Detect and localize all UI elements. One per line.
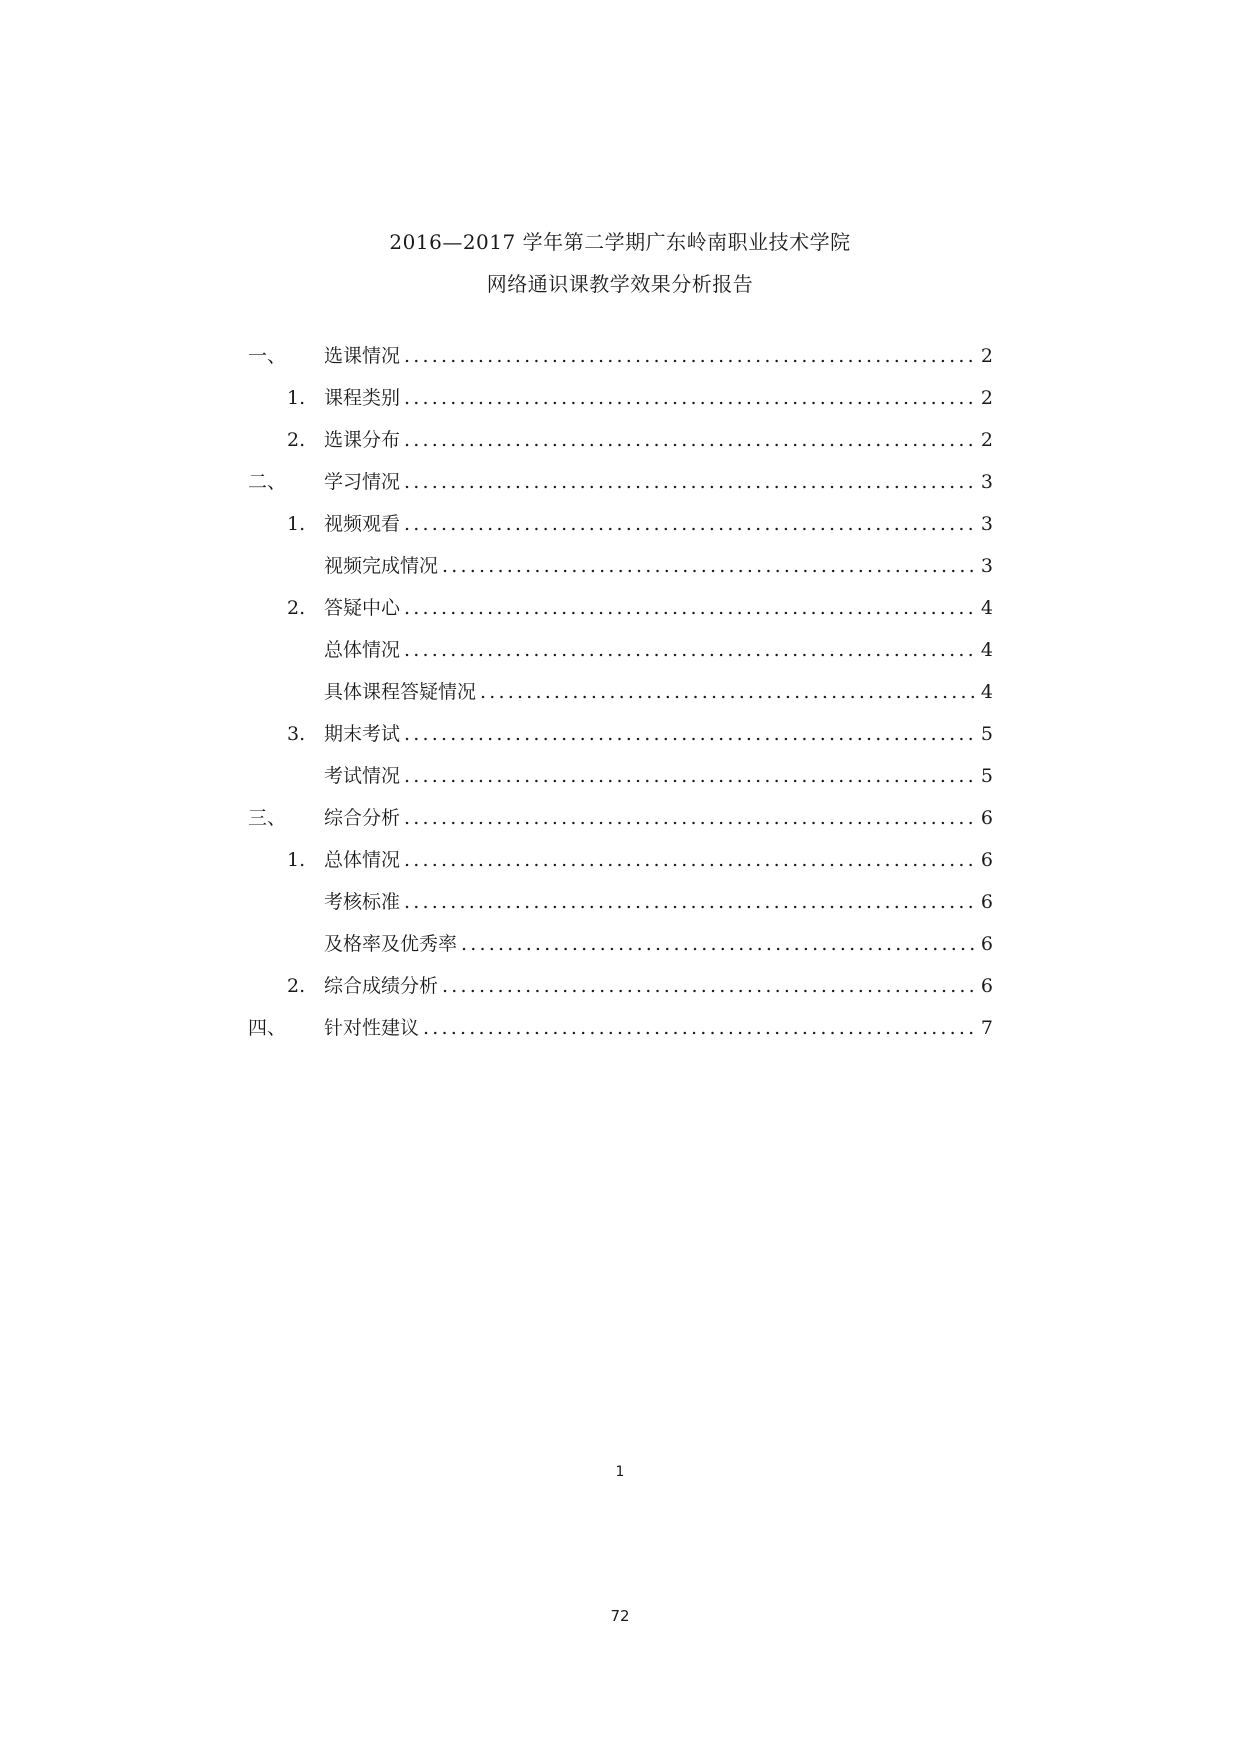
- toc-entry[interactable]: [248, 461, 993, 503]
- inner-page-number: 1: [615, 1464, 625, 1480]
- toc-entry-page: 6: [980, 807, 993, 829]
- toc-entry-page: 3: [980, 555, 993, 577]
- toc-entry-page: 6: [980, 891, 993, 913]
- toc-entry[interactable]: [248, 713, 993, 755]
- toc-entry-page: 4: [980, 597, 993, 619]
- toc-entry-number: 1.: [287, 849, 306, 871]
- toc-dot-leader: [480, 671, 977, 713]
- toc-entry-page: 3: [980, 513, 993, 535]
- report-title-line-1: 2016—2017 学年第二学期广东岭南职业技术学院: [389, 230, 851, 254]
- toc-dot-leader: [404, 587, 977, 629]
- toc-entry-line: [324, 335, 993, 377]
- toc-entry-title: 具体课程答疑情况: [324, 681, 477, 703]
- toc-entry-page: 2: [980, 387, 993, 409]
- toc-entry-line: [324, 419, 993, 461]
- toc-entry-number: 2.: [287, 429, 306, 451]
- toc-entry-line: [324, 629, 993, 671]
- toc-dot-leader: [423, 1007, 977, 1049]
- toc-entry-page: 6: [980, 975, 993, 997]
- toc-entry-title: 考核标准: [324, 891, 401, 913]
- toc-dot-leader: [404, 503, 977, 545]
- toc-entry[interactable]: [248, 587, 993, 629]
- toc-entry-title: 选课分布: [324, 429, 401, 451]
- toc-entry-title: 课程类别: [324, 387, 401, 409]
- table-of-contents: [248, 335, 993, 1049]
- toc-entry-page: 2: [980, 345, 993, 367]
- toc-dot-leader: [404, 377, 977, 419]
- toc-entry-title: 考试情况: [324, 765, 401, 787]
- toc-entry-line: [324, 713, 993, 755]
- toc-entry[interactable]: [248, 671, 993, 713]
- toc-entry-title: 综合分析: [324, 807, 401, 829]
- toc-entry-title: 选课情况: [324, 345, 401, 367]
- toc-entry[interactable]: [248, 755, 993, 797]
- toc-entry-line: [324, 461, 993, 503]
- toc-entry-line: [324, 377, 993, 419]
- toc-entry-page: 6: [980, 849, 993, 871]
- toc-entry-page: 4: [980, 681, 993, 703]
- toc-entry-page: 3: [980, 471, 993, 493]
- toc-entry-line: [324, 755, 993, 797]
- report-title-line-2: 网络通识课教学效果分析报告: [486, 272, 754, 296]
- toc-dot-leader: [404, 713, 977, 755]
- outer-page-number: 72: [610, 1607, 630, 1625]
- toc-dot-leader: [404, 839, 977, 881]
- toc-entry-page: 4: [980, 639, 993, 661]
- toc-dot-leader: [404, 881, 977, 923]
- toc-dot-leader: [404, 461, 977, 503]
- toc-entry-title: 总体情况: [324, 849, 401, 871]
- toc-entry[interactable]: [248, 377, 993, 419]
- toc-entry-line: [324, 587, 993, 629]
- toc-entry-line: [324, 881, 993, 923]
- toc-entry-title: 答疑中心: [324, 597, 401, 619]
- toc-entry-line: [324, 923, 993, 965]
- toc-entry-page: 5: [980, 723, 993, 745]
- toc-entry-number: 二、: [248, 471, 287, 493]
- toc-dot-leader: [404, 797, 977, 839]
- toc-entry-title: 视频完成情况: [324, 555, 439, 577]
- toc-dot-leader: [404, 755, 977, 797]
- toc-entry-number: 1.: [287, 387, 306, 409]
- toc-entry[interactable]: [248, 881, 993, 923]
- toc-entry[interactable]: [248, 419, 993, 461]
- toc-entry-number: 2.: [287, 975, 306, 997]
- toc-entry[interactable]: [248, 923, 993, 965]
- toc-entry-number: 2.: [287, 597, 306, 619]
- toc-entry[interactable]: [248, 335, 993, 377]
- toc-entry-number: 三、: [248, 807, 287, 829]
- toc-entry[interactable]: [248, 965, 993, 1007]
- toc-entry-title: 视频观看: [324, 513, 401, 535]
- toc-entry-title: 综合成绩分析: [324, 975, 439, 997]
- toc-entry-page: 7: [980, 1017, 993, 1039]
- toc-entry[interactable]: [248, 629, 993, 671]
- toc-entry-title: 学习情况: [324, 471, 401, 493]
- toc-entry[interactable]: [248, 839, 993, 881]
- toc-entry-line: [324, 1007, 993, 1049]
- toc-entry-line: [324, 839, 993, 881]
- toc-entry-title: 及格率及优秀率: [324, 933, 458, 955]
- toc-entry-title: 期末考试: [324, 723, 401, 745]
- toc-entry-line: [324, 545, 993, 587]
- toc-entry-title: 针对性建议: [324, 1017, 420, 1039]
- toc-entry-number: 3.: [287, 723, 306, 745]
- toc-entry-page: 6: [980, 933, 993, 955]
- toc-entry-line: [324, 503, 993, 545]
- toc-dot-leader: [404, 419, 977, 461]
- toc-entry-page: 5: [980, 765, 993, 787]
- toc-entry-title: 总体情况: [324, 639, 401, 661]
- toc-entry[interactable]: [248, 797, 993, 839]
- toc-entry[interactable]: [248, 503, 993, 545]
- toc-dot-leader: [442, 545, 977, 587]
- toc-entry-number: 1.: [287, 513, 306, 535]
- toc-entry-number: 四、: [248, 1017, 287, 1039]
- toc-dot-leader: [404, 335, 977, 377]
- toc-entry[interactable]: [248, 1007, 993, 1049]
- toc-entry-line: [324, 965, 993, 1007]
- toc-entry-line: [324, 797, 993, 839]
- toc-entry-page: 2: [980, 429, 993, 451]
- toc-entry-line: [324, 671, 993, 713]
- toc-dot-leader: [442, 965, 977, 1007]
- toc-entry[interactable]: [248, 545, 993, 587]
- toc-dot-leader: [404, 629, 977, 671]
- toc-entry-number: 一、: [248, 345, 287, 367]
- toc-dot-leader: [461, 923, 977, 965]
